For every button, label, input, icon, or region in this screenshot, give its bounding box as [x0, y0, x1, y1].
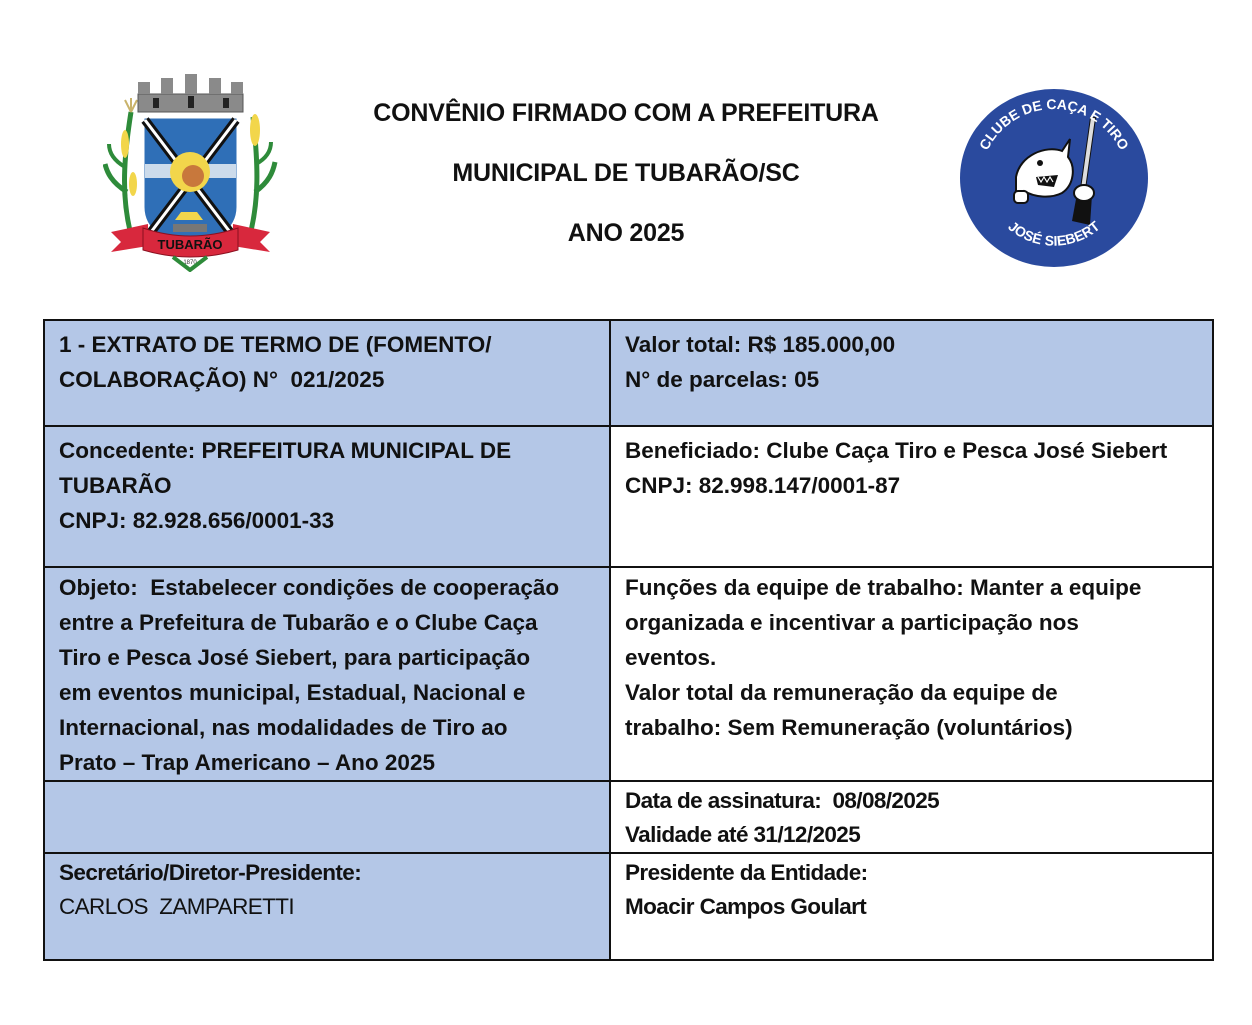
object-text: em eventos municipal, Estadual, Nacional e	[59, 680, 526, 705]
grantor-name: Concedente: PREFEITURA MUNICIPAL DE	[59, 438, 512, 463]
validity-date: Validade até 31/12/2025	[625, 822, 861, 847]
title-line: CONVÊNIO FIRMADO COM A PREFEITURA	[373, 99, 879, 127]
document-title	[300, 98, 952, 248]
empty-cell	[44, 781, 610, 853]
object-text: Internacional, nas modalidades de Tiro ao	[59, 715, 508, 740]
secretary-name: CARLOS ZAMPARETTI	[59, 894, 295, 919]
clube-caca-tiro-badge	[958, 87, 1150, 269]
ribbon-text: TUBARÃO	[157, 237, 223, 252]
badge-bottom-text: JOSÉ SIEBERT	[1005, 217, 1103, 249]
table-row	[44, 567, 1213, 781]
entity-president-cell	[610, 853, 1213, 960]
badge-text-layer	[958, 87, 1150, 269]
table-row	[44, 320, 1213, 426]
mural-crown-icon	[138, 74, 243, 112]
corn-stalk-left-icon	[105, 98, 137, 242]
grantor-cell	[44, 426, 610, 567]
entity-president-name: Moacir Campos Goulart	[625, 894, 867, 919]
team-functions-text: eventos.	[625, 645, 717, 670]
entity-president-label: Presidente da Entidade:	[625, 860, 868, 885]
badge-top-text: CLUBE DE CAÇA E TIRO	[975, 95, 1133, 153]
title-line: MUNICIPAL DE TUBARÃO/SC	[452, 159, 800, 187]
signature-date: Data de assinatura: 08/08/2025	[625, 788, 940, 813]
grantor-cnpj: CNPJ: 82.928.656/0001-33	[59, 508, 335, 533]
total-value: Valor total: R$ 185.000,00	[625, 332, 896, 357]
beneficiary-cnpj: CNPJ: 82.998.147/0001-87	[625, 473, 901, 498]
team-functions-text: Funções da equipe de trabalho: Manter a equipe	[625, 575, 1142, 600]
beneficiary-cell	[610, 426, 1213, 567]
dates-cell	[610, 781, 1213, 853]
extract-table	[43, 319, 1214, 961]
object-text: Tiro e Pesca José Siebert, para participação	[59, 645, 531, 670]
secretary-cell	[44, 853, 610, 960]
object-text: Prato – Trap Americano – Ano 2025	[59, 750, 435, 775]
object-text: entre a Prefeitura de Tubarão e o Clube Caça	[59, 610, 538, 635]
table-row	[44, 781, 1213, 853]
title-line: ANO 2025	[567, 219, 685, 247]
term-number: COLABORAÇÃO) N° 021/2025	[59, 367, 385, 392]
table-row	[44, 853, 1213, 960]
tubarao-coat-of-arms-icon	[103, 72, 278, 272]
grantor-name-cont: TUBARÃO	[59, 473, 172, 498]
installments: N° de parcelas: 05	[625, 367, 820, 392]
term-title: 1 - EXTRATO DE TERMO DE (FOMENTO/	[59, 332, 492, 357]
table-row	[44, 426, 1213, 567]
team-remuneration-text: trabalho: Sem Remuneração (voluntários)	[625, 715, 1073, 740]
secretary-label: Secretário/Diretor-Presidente:	[59, 860, 362, 885]
team-functions-text: organizada e incentivar a participação nos	[625, 610, 1079, 635]
object-cell	[44, 567, 610, 781]
corn-stalk-right-icon	[248, 114, 275, 242]
value-cell	[610, 320, 1213, 426]
beneficiary-name: Beneficiado: Clube Caça Tiro e Pesca José Siebert	[625, 438, 1168, 463]
object-text: Objeto: Estabelecer condições de cooperação	[59, 575, 560, 600]
term-number-cell	[44, 320, 610, 426]
shield-icon	[143, 117, 238, 248]
team-functions-cell	[610, 567, 1213, 781]
team-remuneration-text: Valor total da remuneração da equipe de	[625, 680, 1058, 705]
founding-year: 1870	[183, 260, 197, 266]
